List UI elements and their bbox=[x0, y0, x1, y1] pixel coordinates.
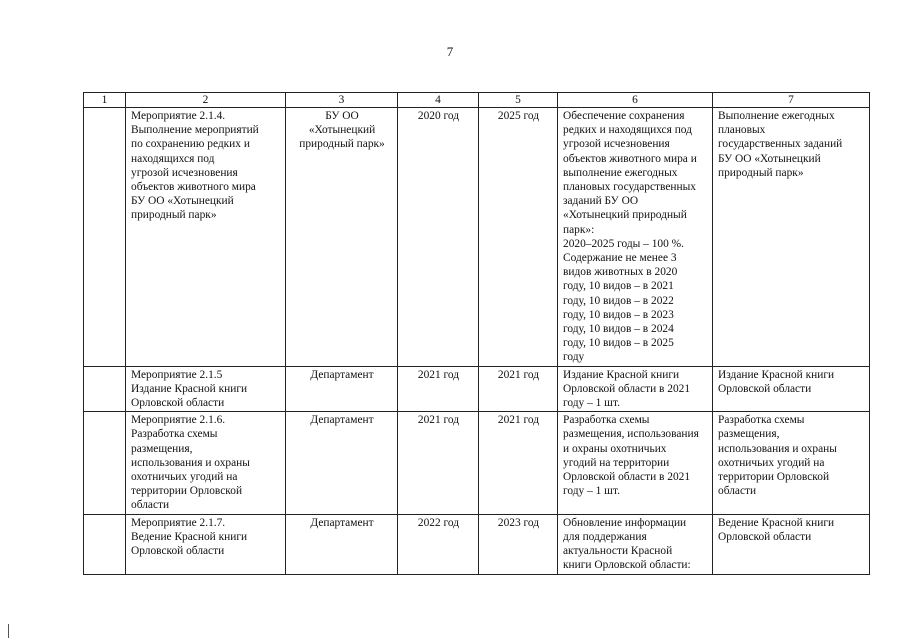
result-line: Разработка схемы bbox=[563, 414, 650, 427]
result-line: Содержание не менее 3 bbox=[563, 252, 677, 265]
activity-line: находящихся под bbox=[131, 152, 215, 165]
table-body bbox=[84, 108, 870, 575]
result-line: году – 1 шт. bbox=[563, 485, 620, 498]
row-number-cell bbox=[84, 366, 126, 412]
activity-line: территории Орловской bbox=[131, 485, 243, 498]
row-number-cell bbox=[84, 412, 126, 514]
column-header-2: 2 bbox=[126, 93, 286, 108]
indicator-line: природный парк» bbox=[718, 166, 804, 179]
start-year-cell: 2021 год bbox=[398, 366, 479, 412]
indicator-cell bbox=[713, 366, 870, 412]
end-year-cell: 2021 год bbox=[479, 366, 558, 412]
result-line: году, 10 видов – в 2022 bbox=[563, 294, 674, 307]
indicator-line: использования и охраны bbox=[718, 442, 837, 455]
result-line: угодий на территории bbox=[563, 456, 670, 469]
result-line: видов животных в 2020 bbox=[563, 266, 678, 279]
executor-cell bbox=[286, 514, 398, 574]
indicator-line: охотничьих угодий на bbox=[718, 456, 825, 469]
start-year-cell: 2021 год bbox=[398, 412, 479, 514]
activity-line: объектов животного мира bbox=[131, 181, 256, 194]
end-year-cell: 2021 год bbox=[479, 412, 558, 514]
activity-line: Разработка схемы bbox=[131, 428, 218, 441]
activity-cell bbox=[126, 412, 286, 514]
indicator-line: размещения, bbox=[718, 428, 780, 441]
activity-line: Мероприятие 2.1.7. bbox=[131, 516, 226, 529]
executor-cell bbox=[286, 108, 398, 367]
start-year-cell: 2022 год bbox=[398, 514, 479, 574]
activity-line: по сохранению редких и bbox=[131, 138, 250, 151]
header-row bbox=[84, 93, 870, 108]
indicator-line: Ведение Красной книги bbox=[718, 516, 835, 529]
indicator-line: плановых bbox=[718, 124, 766, 137]
activity-line: природный парк» bbox=[131, 209, 217, 222]
indicator-line: Разработка схемы bbox=[718, 414, 805, 427]
result-line: и охраны охотничьих bbox=[563, 442, 667, 455]
result-line: актуальности Красной bbox=[563, 545, 673, 558]
result-line: объектов животного мира и bbox=[563, 152, 697, 165]
result-line: редких и находящихся под bbox=[563, 124, 692, 137]
executor-cell bbox=[286, 412, 398, 514]
row-number-cell bbox=[84, 108, 126, 367]
indicator-line: Орловской области bbox=[718, 530, 812, 543]
result-line: размещения, использования bbox=[563, 428, 699, 441]
start-year-cell: 2020 год bbox=[398, 108, 479, 367]
activity-line: Ведение Красной книги bbox=[131, 530, 248, 543]
result-line: парк»: bbox=[563, 223, 595, 236]
activity-cell bbox=[126, 366, 286, 412]
activity-line: Мероприятие 2.1.5 bbox=[131, 368, 223, 381]
table-row bbox=[84, 412, 870, 514]
executor-line: Департамент bbox=[310, 516, 374, 529]
indicator-line: области bbox=[718, 485, 757, 498]
table-row bbox=[84, 514, 870, 574]
executor-line: Департамент bbox=[310, 368, 374, 381]
executor-line: «Хотынецкий bbox=[308, 124, 376, 137]
activity-line: размещения, bbox=[131, 442, 193, 455]
executor-line: Департамент bbox=[310, 414, 374, 427]
column-header-7: 7 bbox=[713, 93, 870, 108]
result-cell bbox=[558, 366, 713, 412]
row-number-cell bbox=[84, 514, 126, 574]
executor-line: природный парк» bbox=[299, 138, 385, 151]
result-line: Издание Красной книги bbox=[563, 368, 680, 381]
program-activities-table bbox=[83, 92, 870, 575]
column-header-4: 4 bbox=[398, 93, 479, 108]
table-row bbox=[84, 366, 870, 412]
result-line: 2020–2025 годы – 100 %. bbox=[563, 237, 684, 250]
executor-line: БУ ОО bbox=[325, 110, 359, 122]
result-line: выполнение ежегодных bbox=[563, 166, 678, 179]
result-line: году, 10 видов – в 2025 bbox=[563, 337, 674, 350]
column-header-5: 5 bbox=[479, 93, 558, 108]
indicator-cell bbox=[713, 108, 870, 367]
indicator-cell bbox=[713, 514, 870, 574]
result-line: Обеспечение сохранения bbox=[563, 110, 685, 122]
page-number: 7 bbox=[446, 44, 454, 59]
column-header-6: 6 bbox=[558, 93, 713, 108]
result-line: году, 10 видов – в 2021 bbox=[563, 280, 674, 293]
result-line: заданий БУ ОО bbox=[563, 195, 639, 208]
indicator-line: Выполнение ежегодных bbox=[718, 110, 835, 122]
activity-line: охотничьих угодий на bbox=[131, 471, 238, 484]
result-line: году – 1 шт. bbox=[563, 397, 620, 410]
activity-line: Мероприятие 2.1.4. bbox=[131, 110, 226, 122]
activity-line: Мероприятие 2.1.6. bbox=[131, 414, 226, 427]
end-year-cell: 2023 год bbox=[479, 514, 558, 574]
column-header-1: 1 bbox=[84, 93, 126, 108]
result-line: году bbox=[563, 351, 585, 364]
activity-line: использования и охраны bbox=[131, 456, 250, 469]
column-header-3: 3 bbox=[286, 93, 398, 108]
result-cell bbox=[558, 514, 713, 574]
activity-cell bbox=[126, 514, 286, 574]
activity-line: угрозой исчезновения bbox=[131, 166, 238, 179]
indicator-line: Орловской области bbox=[718, 382, 812, 395]
activity-line: Орловской области bbox=[131, 397, 225, 410]
indicator-line: БУ ОО «Хотынецкий bbox=[718, 152, 821, 165]
result-cell bbox=[558, 108, 713, 367]
result-line: Обновление информации bbox=[563, 516, 687, 529]
result-line: «Хотынецкий природный bbox=[563, 209, 687, 222]
activity-line: Выполнение мероприятий bbox=[131, 124, 259, 137]
activity-line: области bbox=[131, 499, 170, 512]
activity-line: Орловской области bbox=[131, 545, 225, 558]
table-row bbox=[84, 108, 870, 367]
result-line: году, 10 видов – в 2023 bbox=[563, 308, 674, 321]
indicator-line: государственных заданий bbox=[718, 138, 843, 151]
activity-line: БУ ОО «Хотынецкий bbox=[131, 195, 234, 208]
scan-edge-mark bbox=[8, 624, 9, 638]
result-line: плановых государственных bbox=[563, 181, 696, 194]
result-line: Орловской области в 2021 bbox=[563, 471, 691, 484]
activity-line: Издание Красной книги bbox=[131, 382, 248, 395]
indicator-cell bbox=[713, 412, 870, 514]
result-line: угрозой исчезновения bbox=[563, 138, 670, 151]
end-year-cell: 2025 год bbox=[479, 108, 558, 367]
indicator-line: Издание Красной книги bbox=[718, 368, 835, 381]
activity-cell bbox=[126, 108, 286, 367]
result-line: году, 10 видов – в 2024 bbox=[563, 323, 674, 336]
result-line: для поддержания bbox=[563, 530, 647, 543]
indicator-line: территории Орловской bbox=[718, 471, 830, 484]
result-line: книги Орловской области: bbox=[563, 559, 691, 572]
result-cell bbox=[558, 412, 713, 514]
executor-cell bbox=[286, 366, 398, 412]
result-line: Орловской области в 2021 bbox=[563, 382, 691, 395]
